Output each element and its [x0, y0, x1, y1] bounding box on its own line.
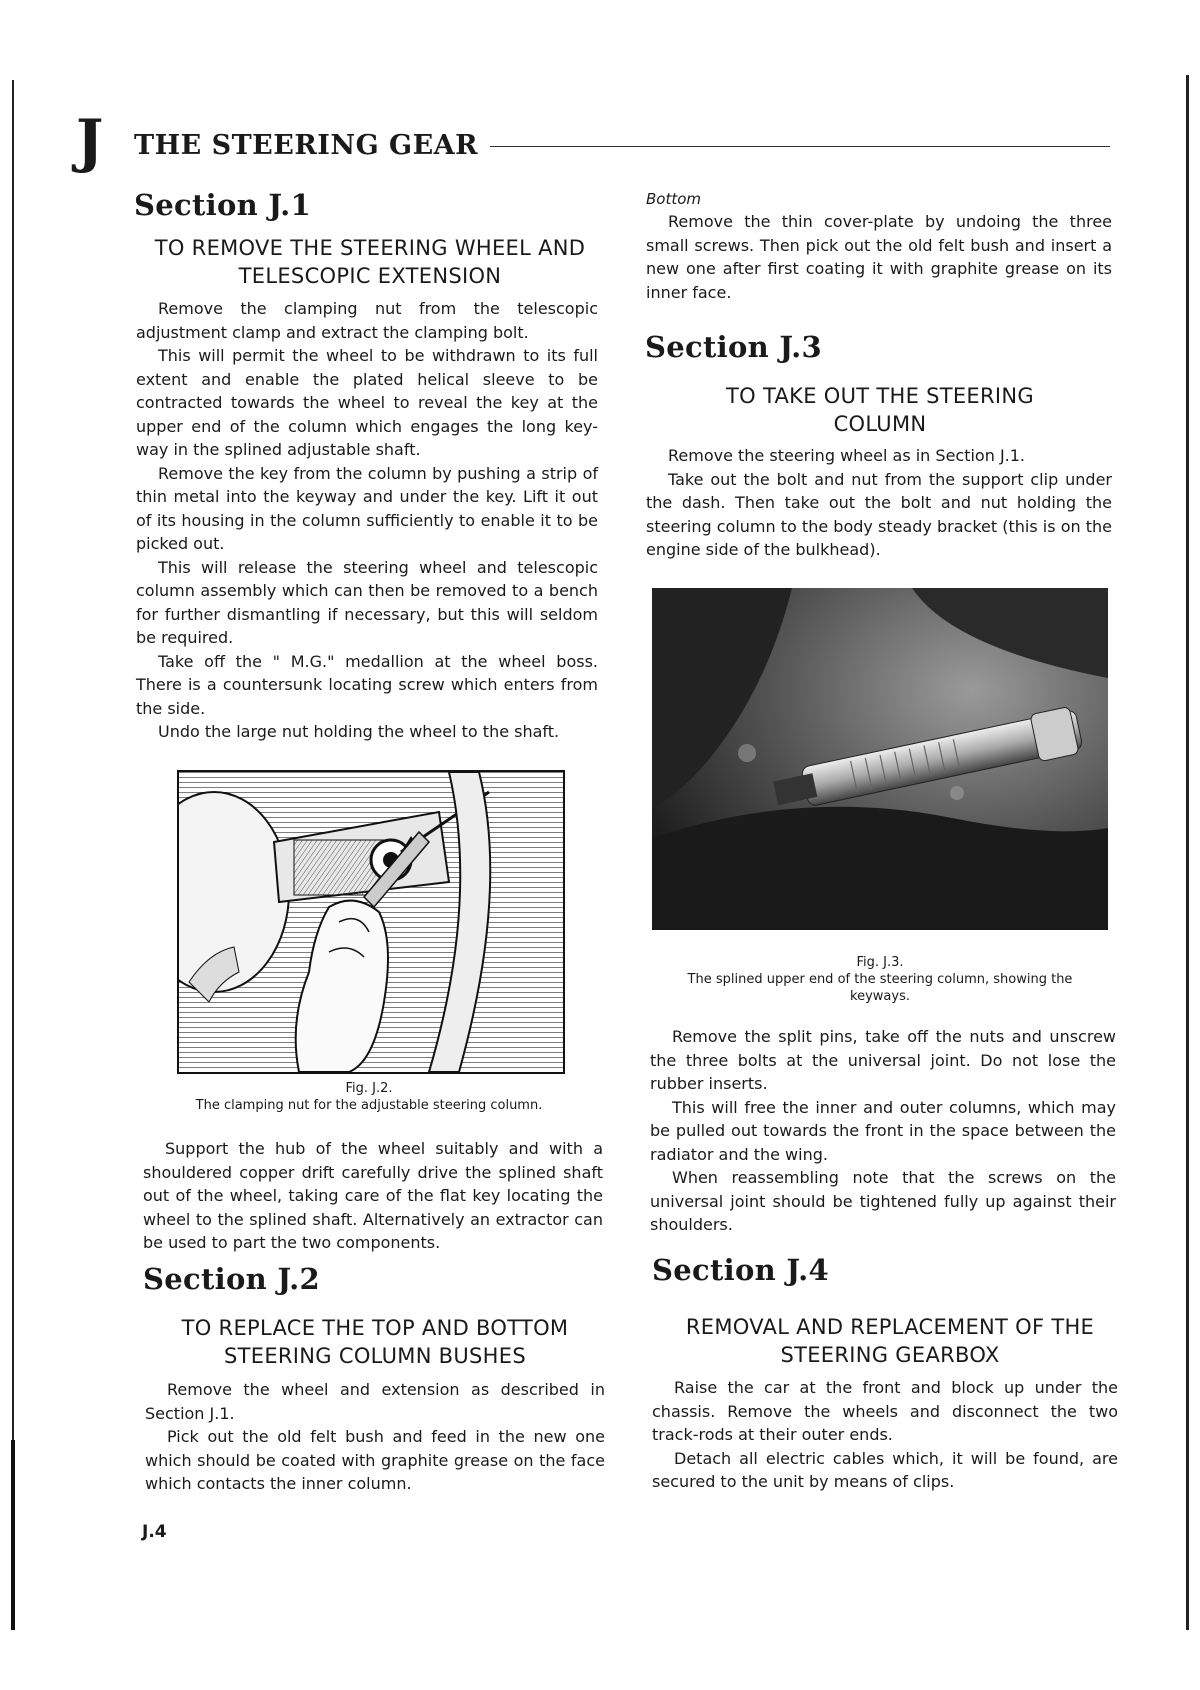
section-j3-body: [646, 444, 1112, 562]
chapter-letter: J: [76, 107, 104, 175]
steering-column-photo: [652, 588, 1108, 930]
bottom-label: Bottom: [646, 190, 702, 208]
paragraph: Take off the " M.G." medallion at the wheel boss. There is a countersunk locating screw which enters from the side.: [136, 651, 598, 718]
figure-j3-number: Fig. J.3.: [856, 955, 904, 970]
figure-j2-caption: [177, 1080, 561, 1114]
section-j3-body-after: [650, 1025, 1116, 1237]
header-rule: [490, 146, 1110, 147]
paragraph: Remove the clamping nut from the telescopic adjustment clamp and extract the clamping bolt.: [136, 299, 598, 342]
figure-j3-caption-text: The splined upper end of the steering column, showing the keyways.: [687, 972, 1073, 1004]
paragraph: This will free the inner and outer columns, which may be pulled out towards the front in the space between the radiator and the wing.: [650, 1097, 1116, 1164]
paragraph: This will permit the wheel to be withdrawn to its full extent and enable the plated helical sleeve to be contracted towards the wheel to reveal the key at the upper end of the column which engages the long key-way in the splined adjustable shaft.: [136, 346, 598, 459]
section-j1-heading: Section J.1: [134, 188, 312, 222]
section-j2-bottom-body: [646, 210, 1112, 304]
paragraph: Remove the split pins, take off the nuts and unscrew the three bolts at the universal joint. Do not lose the rubber inserts.: [650, 1027, 1116, 1093]
paragraph: Pick out the old felt bush and feed in the new one which should be coated with graphite grease on the face which contacts the inner column.: [145, 1427, 605, 1493]
paragraph: Remove the key from the column by pushing a strip of thin metal into the keyway and under the key. Lift it out of its housing in the column sufficiently to enable it to be picked out.: [136, 463, 598, 553]
paragraph: Take out the bolt and nut from the support clip under the dash. Then take out the bolt and nut holding the steering column to the body steady bracket (this is on the engine side of the bulkhead).: [646, 469, 1112, 559]
paragraph: When reassembling note that the screws on the universal joint should be tightened fully up against their shoulders.: [650, 1168, 1116, 1234]
paragraph: Remove the steering wheel as in Section J.1.: [668, 446, 1026, 465]
figure-j3-photo: [652, 588, 1108, 930]
section-j4-subheading: REMOVAL AND REPLACEMENT OF THE STEERING GEARBOX: [685, 1315, 1095, 1367]
paragraph: Raise the car at the front and block up under the chassis. Remove the wheels and disconnect the two track-rods at their outer ends.: [652, 1378, 1118, 1444]
section-j1-body-after: [143, 1137, 603, 1255]
figure-j2-number: Fig. J.2.: [345, 1081, 393, 1096]
paragraph: This will release the steering wheel and telescopic column assembly which can then be removed to a bench for further dismantling if necessary, but this will seldom be required.: [136, 557, 598, 647]
section-j3-subheading: TO TAKE OUT THE STEERING COLUMN: [726, 384, 1034, 436]
section-j3-heading: Section J.3: [645, 330, 823, 364]
steering-column-drawing: [179, 772, 563, 1072]
figure-j2-caption-text: The clamping nut for the adjustable steering column.: [195, 1098, 543, 1113]
figure-j3-caption: [660, 954, 1100, 1005]
section-j2-heading: Section J.2: [143, 1262, 321, 1296]
binding-edge-left: [12, 80, 14, 1620]
binding-edge-left-dark: [11, 1440, 15, 1630]
section-j4-body: [652, 1376, 1118, 1494]
paragraph: Detach all electric cables which, it will be found, are secured to the unit by means of clips.: [652, 1448, 1118, 1491]
section-j4-heading: Section J.4: [652, 1253, 830, 1287]
paragraph: Remove the wheel and extension as described in Section J.1.: [145, 1380, 605, 1423]
page-number: J.4: [142, 1522, 167, 1542]
section-j2-subheading: TO REPLACE THE TOP AND BOTTOM STEERING COLUMN BUSHES: [181, 1316, 569, 1368]
chapter-title: THE STEERING GEAR: [134, 130, 479, 161]
binding-edge-right: [1186, 75, 1189, 1630]
figure-j2-illustration: [177, 770, 565, 1074]
paragraph: Support the hub of the wheel suitably and with a shouldered copper drift carefully drive the splined shaft out of the wheel, taking care of the flat key locating the wheel to the splined shaft. Alternatively an extractor can be used to part the two components.: [143, 1139, 603, 1252]
paragraph: Remove the thin cover-plate by undoing the three small screws. Then pick out the old felt bush and insert a new one after first coating it with graphite grease on its inner face.: [646, 212, 1112, 302]
section-j1-body: [136, 297, 598, 744]
section-j1-subheading: TO REMOVE THE STEERING WHEEL AND TELESCOPIC EXTENSION: [154, 236, 586, 288]
section-j2-body: [145, 1378, 605, 1496]
paragraph: Undo the large nut holding the wheel to the shaft.: [158, 722, 560, 741]
